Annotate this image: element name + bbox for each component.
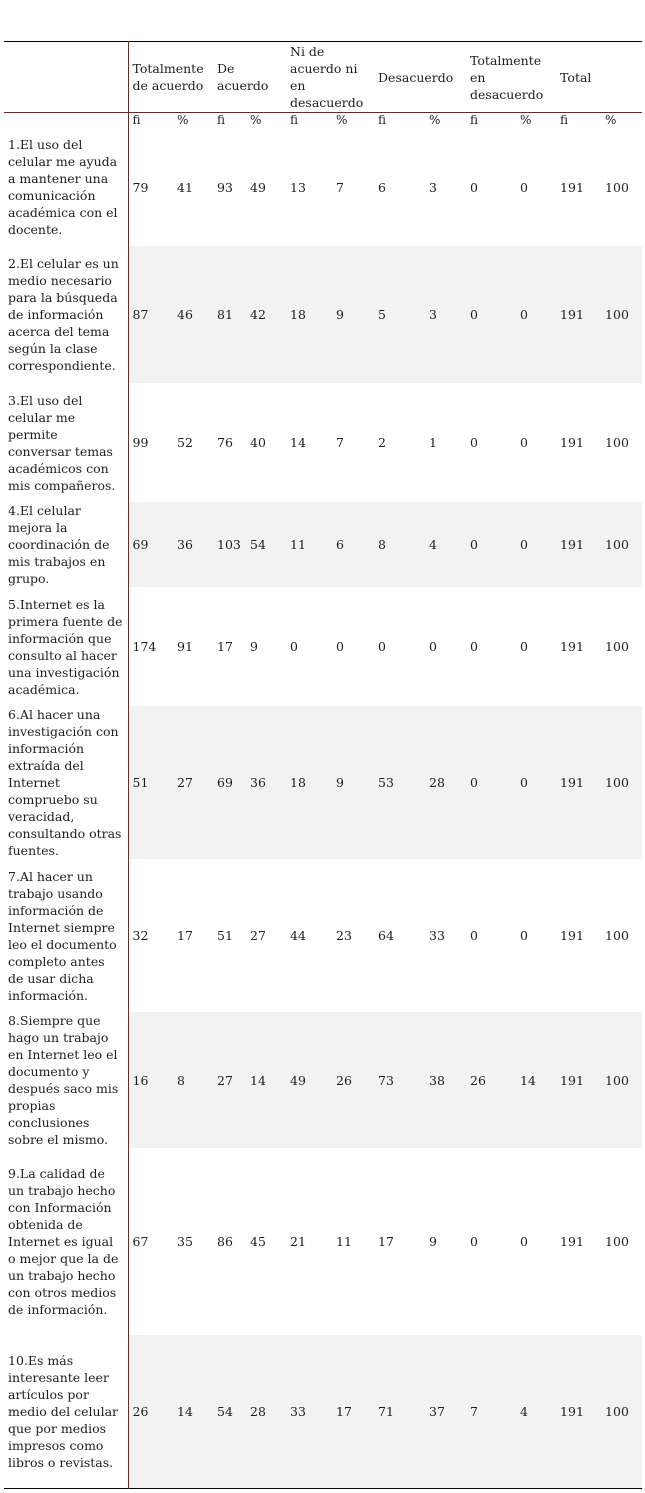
fi-value-cell: 191	[560, 435, 584, 450]
subheader-fi: fi	[213, 113, 246, 129]
header-row	[4, 42, 642, 113]
subheader-percent: %	[246, 113, 286, 129]
fi-value-cell: 16	[128, 1012, 173, 1148]
fi-value-cell: 174	[132, 639, 157, 654]
percent-value-cell: 23	[336, 928, 352, 943]
table-row	[4, 128, 642, 246]
subheader-row	[4, 113, 642, 129]
percent-value-cell: 9	[332, 246, 374, 383]
question-cell: 2.El celular es un medio necesario para la búsqueda de información acerca del tema según la clase correspondiente.	[4, 246, 128, 383]
subheader-percent: %	[425, 113, 466, 129]
table-row	[4, 502, 642, 587]
fi-value-cell: 44	[290, 928, 306, 943]
fi-value-cell: 79	[132, 179, 149, 195]
fi-value-cell: 18	[286, 246, 332, 383]
percent-value-cell: 52	[177, 435, 193, 450]
fi-value-cell: 69	[213, 706, 246, 859]
percent-value-cell: 9	[250, 639, 258, 654]
percent-value-cell: 27	[173, 706, 213, 859]
percent-value-cell: 14	[246, 1012, 286, 1148]
fi-value-cell: 191	[556, 246, 601, 383]
fi-value-cell: 86	[217, 1234, 233, 1249]
fi-value-cell: 191	[556, 502, 601, 587]
survey-table-container	[4, 41, 642, 1489]
percent-value-cell: 100	[605, 179, 629, 195]
header-total: Total	[560, 69, 592, 85]
fi-value-cell: 51	[128, 706, 173, 859]
table-row	[4, 859, 642, 1012]
table-header	[4, 42, 642, 129]
subheader-fi: fi	[374, 113, 425, 129]
fi-value-cell: 67	[132, 1234, 149, 1249]
percent-value-cell: 4	[425, 502, 466, 587]
percent-value-cell: 100	[601, 246, 642, 383]
percent-value-cell: 1	[429, 435, 437, 450]
percent-value-cell: 0	[520, 639, 528, 654]
percent-value-cell: 91	[177, 639, 193, 654]
percent-value-cell: 0	[516, 246, 556, 383]
fi-value-cell: 0	[470, 435, 478, 450]
percent-value-cell: 100	[601, 706, 642, 859]
percent-value-cell: 0	[516, 706, 556, 859]
percent-value-cell: 45	[250, 1234, 266, 1249]
fi-value-cell: 7	[466, 1335, 516, 1488]
percent-value-cell: 33	[429, 928, 445, 943]
percent-value-cell: 28	[246, 1335, 286, 1488]
fi-value-cell: 191	[556, 1335, 601, 1488]
fi-value-cell: 69	[128, 502, 173, 587]
survey-table	[4, 41, 642, 1489]
fi-value-cell: 73	[374, 1012, 425, 1148]
fi-value-cell: 54	[213, 1335, 246, 1488]
percent-value-cell: 7	[336, 179, 344, 195]
fi-value-cell: 103	[213, 502, 246, 587]
percent-value-cell: 0	[336, 639, 344, 654]
subheader-blank	[4, 113, 128, 129]
percent-value-cell: 3	[425, 246, 466, 383]
table-row	[4, 587, 642, 706]
percent-value-cell: 42	[246, 246, 286, 383]
percent-value-cell: 49	[250, 179, 266, 195]
header-totalmente-de-acuerdo: Totalmente de acuerdo	[132, 61, 204, 93]
question-cell: 7.Al hacer un trabajo usando información de Internet siempre leo el documento completo antes de usar dicha información.	[4, 859, 128, 1012]
header-ni-de-acuerdo: Ni de acuerdo ni en desacuerdo	[290, 44, 364, 110]
percent-value-cell: 100	[605, 1234, 629, 1249]
fi-value-cell: 0	[290, 639, 298, 654]
percent-value-cell: 11	[336, 1234, 352, 1249]
fi-value-cell: 26	[466, 1012, 516, 1148]
percent-value-cell: 37	[425, 1335, 466, 1488]
subheader-fi: fi	[286, 113, 332, 129]
question-cell: 5.Internet es la primera fuente de información que consulto al hacer una investigación académica.	[4, 587, 128, 706]
percent-value-cell: 41	[177, 179, 193, 195]
percent-value-cell: 27	[250, 928, 266, 943]
fi-value-cell: 17	[217, 639, 233, 654]
fi-value-cell: 21	[290, 1234, 306, 1249]
fi-value-cell: 14	[290, 435, 306, 450]
fi-value-cell: 93	[217, 179, 233, 195]
percent-value-cell: 100	[601, 1335, 642, 1488]
fi-value-cell: 87	[128, 246, 173, 383]
table-body	[4, 128, 642, 1488]
header-totalmente-en-desacuerdo: Totalmente en desacuerdo	[470, 52, 544, 102]
question-cell: 6.Al hacer una investigación con información extraída del Internet compruebo su veracidad, consultando otras fuentes.	[4, 706, 128, 859]
fi-value-cell: 0	[466, 502, 516, 587]
percent-value-cell: 6	[332, 502, 374, 587]
fi-value-cell: 81	[213, 246, 246, 383]
subheader-percent: %	[601, 113, 642, 129]
fi-value-cell: 191	[556, 1012, 601, 1148]
percent-value-cell: 17	[177, 928, 193, 943]
fi-value-cell: 2	[378, 435, 386, 450]
percent-value-cell: 0	[516, 502, 556, 587]
percent-value-cell: 7	[336, 435, 344, 450]
fi-value-cell: 0	[378, 639, 386, 654]
table-row	[4, 706, 642, 859]
table-row	[4, 1148, 642, 1335]
fi-value-cell: 0	[470, 928, 478, 943]
fi-value-cell: 11	[286, 502, 332, 587]
percent-value-cell: 35	[177, 1234, 193, 1249]
fi-value-cell: 0	[470, 179, 478, 195]
percent-value-cell: 54	[246, 502, 286, 587]
percent-value-cell: 40	[250, 435, 266, 450]
percent-value-cell: 0	[520, 928, 528, 943]
subheader-percent: %	[332, 113, 374, 129]
table-row	[4, 1012, 642, 1148]
fi-value-cell: 33	[286, 1335, 332, 1488]
question-cell: 9.La calidad de un trabajo hecho con Información obtenida de Internet es igual o mejor que la de un trabajo hecho con otros medios de información.	[4, 1148, 128, 1335]
percent-value-cell: 100	[605, 639, 629, 654]
percent-value-cell: 9	[332, 706, 374, 859]
fi-value-cell: 49	[286, 1012, 332, 1148]
fi-value-cell: 53	[374, 706, 425, 859]
subheader-fi: fi	[128, 113, 173, 129]
percent-value-cell: 100	[605, 435, 629, 450]
percent-value-cell: 0	[429, 639, 437, 654]
percent-value-cell: 9	[429, 1234, 437, 1249]
percent-value-cell: 0	[520, 1234, 528, 1249]
fi-value-cell: 191	[560, 928, 584, 943]
fi-value-cell: 32	[132, 928, 149, 943]
fi-value-cell: 191	[560, 639, 584, 654]
table-row	[4, 1335, 642, 1488]
percent-value-cell: 4	[516, 1335, 556, 1488]
fi-value-cell: 6	[378, 179, 386, 195]
fi-value-cell: 0	[470, 1234, 478, 1249]
table-row	[4, 383, 642, 502]
table-row	[4, 246, 642, 383]
question-cell: 4.El celular mejora la coordinación de mis trabajos en grupo.	[4, 502, 128, 587]
fi-value-cell: 0	[470, 639, 478, 654]
fi-value-cell: 5	[374, 246, 425, 383]
question-cell: 8.Siempre que hago un trabajo en Internet leo el documento y después saco mis propias conclusiones sobre el mismo.	[4, 1012, 128, 1148]
percent-value-cell: 36	[246, 706, 286, 859]
fi-value-cell: 13	[290, 179, 306, 195]
percent-value-cell: 100	[605, 928, 629, 943]
percent-value-cell: 100	[601, 1012, 642, 1148]
fi-value-cell: 0	[466, 706, 516, 859]
fi-value-cell: 27	[213, 1012, 246, 1148]
percent-value-cell: 26	[332, 1012, 374, 1148]
fi-value-cell: 71	[374, 1335, 425, 1488]
percent-value-cell: 100	[601, 502, 642, 587]
fi-value-cell: 51	[217, 928, 233, 943]
fi-value-cell: 76	[217, 435, 233, 450]
percent-value-cell: 0	[520, 179, 528, 195]
fi-value-cell: 26	[128, 1335, 173, 1488]
fi-value-cell: 8	[374, 502, 425, 587]
percent-value-cell: 8	[173, 1012, 213, 1148]
header-desacuerdo: Desacuerdo	[378, 69, 454, 85]
header-de-acuerdo: De acuerdo	[217, 61, 269, 93]
subheader-percent: %	[173, 113, 213, 129]
percent-value-cell: 28	[425, 706, 466, 859]
percent-value-cell: 46	[173, 246, 213, 383]
percent-value-cell: 14	[173, 1335, 213, 1488]
fi-value-cell: 0	[466, 246, 516, 383]
percent-value-cell: 17	[332, 1335, 374, 1488]
percent-value-cell: 36	[173, 502, 213, 587]
subheader-fi: fi	[556, 113, 601, 129]
fi-value-cell: 191	[556, 706, 601, 859]
question-cell: 3.El uso del celular me permite conversar temas académicos con mis compañeros.	[4, 383, 128, 502]
percent-value-cell: 3	[429, 179, 437, 195]
fi-value-cell: 191	[560, 1234, 584, 1249]
percent-value-cell: 14	[516, 1012, 556, 1148]
fi-value-cell: 17	[378, 1234, 394, 1249]
subheader-fi: fi	[466, 113, 516, 129]
fi-value-cell: 18	[286, 706, 332, 859]
question-cell: 1.El uso del celular me ayuda a mantener una comunicación académica con el docente.	[4, 128, 128, 246]
fi-value-cell: 99	[132, 435, 149, 450]
percent-value-cell: 0	[520, 435, 528, 450]
fi-value-cell: 64	[378, 928, 394, 943]
subheader-percent: %	[516, 113, 556, 129]
percent-value-cell: 38	[425, 1012, 466, 1148]
fi-value-cell: 191	[560, 179, 584, 195]
question-cell: 10.Es más interesante leer artículos por medio del celular que por medios impresos como libros o revistas.	[4, 1335, 128, 1488]
header-blank	[4, 42, 128, 113]
